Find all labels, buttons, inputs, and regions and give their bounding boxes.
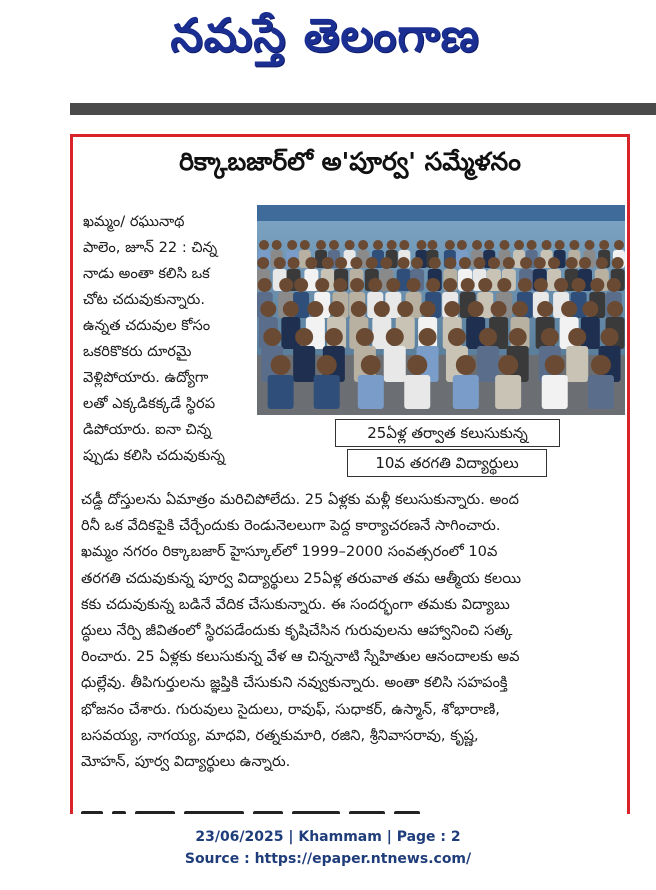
person-head [534, 278, 548, 292]
person-head [448, 328, 466, 346]
text-line: ద్ధులు నేర్పి జీవితంలో స్థిరపడేందుకు కృషిచేసిన గురువులను ఆహ్వానించి సత్క [81, 622, 513, 640]
person-head [579, 257, 591, 269]
person-head [399, 240, 409, 250]
person-head [590, 278, 604, 292]
person-head [263, 328, 281, 346]
person-head [542, 240, 552, 250]
person-head [325, 328, 343, 346]
person-head [591, 355, 611, 375]
person-head [351, 301, 367, 317]
person-head [491, 301, 507, 317]
person-head [554, 278, 568, 292]
person-head [368, 278, 382, 292]
person-head [509, 328, 527, 346]
person-head [601, 328, 619, 346]
person-head [374, 301, 390, 317]
person-head [350, 278, 364, 292]
text-line: భోజనం చేశారు. గురువులు సైదులు, రావుఫ్, సుధాకర్, ఉస్మాన్, శోభారాణి, [81, 700, 500, 718]
person-head [545, 355, 565, 375]
person-head [257, 257, 269, 269]
person-head [584, 240, 594, 250]
person-figure [495, 375, 521, 409]
person-figure [293, 346, 315, 382]
person-head [398, 257, 410, 269]
person-head [520, 257, 532, 269]
footer-source: Source : https://epaper.ntnews.com/ [184, 851, 472, 867]
person-head [478, 278, 492, 292]
person-head [350, 257, 362, 269]
person-head [386, 278, 400, 292]
person-head [459, 257, 471, 269]
article-narrow-column [83, 209, 253, 469]
person-head [335, 257, 347, 269]
person-head [361, 355, 381, 375]
person-head [259, 240, 269, 250]
text-line: రినీ ఒక వేదికపైకి చేర్చేందుకు రెండునెలలుగా పెద్ద కార్యాచరణనే సాగించారు. [81, 517, 501, 535]
text-line: కకు చదువుకున్న బడినే వేదిక చేసుకున్నారు. ఈ సందర్భంగా తమకు విద్యాబు [81, 595, 510, 613]
person-head [468, 301, 484, 317]
person-head [596, 257, 608, 269]
person-head [514, 240, 524, 250]
caption-line-2: 10వ తరగతి విద్యార్థులు [347, 449, 547, 477]
person-figure [566, 346, 588, 382]
person-head [380, 257, 392, 269]
person-head [572, 278, 586, 292]
person-head [419, 328, 437, 346]
text-line: ఉన్నత చదువుల కోసం [83, 317, 211, 334]
person-head [472, 240, 482, 250]
person-figure [453, 375, 479, 409]
person-head [345, 240, 355, 250]
person-head [456, 355, 476, 375]
text-line: ఖమ్మం/ రఘునాథ [83, 213, 185, 230]
person-head [288, 257, 300, 269]
person-head [420, 301, 436, 317]
text-line: చోట చదువుకున్నారు. [83, 291, 205, 308]
person-head [322, 257, 334, 269]
person-head [272, 240, 282, 250]
person-head [503, 257, 515, 269]
person-head [356, 328, 374, 346]
person-head [307, 301, 323, 317]
text-line: వెళ్లిపోయారు. ఉద్యోగా [83, 369, 209, 386]
person-figure [314, 375, 340, 409]
person-head [258, 278, 272, 292]
text-line: ప్పుడు కలిసి చదువుకున్న [83, 447, 225, 464]
person-head [333, 278, 347, 292]
person-head [358, 240, 368, 250]
text-line: మోహన్, పూర్వ విద్యార్థులు ఉన్నారు. [81, 753, 291, 771]
person-head [537, 301, 553, 317]
text-line: నాడు అంతా కలిసి ఒక [83, 265, 210, 282]
masthead-divider [70, 103, 656, 115]
article-body [81, 487, 626, 775]
news-article [70, 134, 630, 814]
person-head [499, 240, 509, 250]
text-line: రించారు. 25 ఏళ్లకు కలుసుకున్న వేళ ఆ చిన్ననాటి స్నేహితుల ఆనందాలకు అవ [81, 648, 520, 666]
person-head [484, 240, 494, 250]
person-head [295, 328, 313, 346]
person-head [607, 301, 623, 317]
person-head [407, 278, 421, 292]
person-head [411, 257, 423, 269]
person-head [518, 278, 532, 292]
person-head [555, 240, 565, 250]
person-head [279, 278, 293, 292]
footer-dateline: 23/06/2025 | Khammam | Page : 2 [195, 829, 461, 845]
person-head [287, 240, 297, 250]
person-head [457, 240, 467, 250]
person-head [461, 278, 475, 292]
person-head [444, 257, 456, 269]
person-head [568, 328, 586, 346]
article-headline: రిక్కాబజార్‌లో అ'పూర్వ' సమ్మేళనం [179, 147, 521, 176]
text-line: లతో ఎక్కడికక్కడే స్థిరప [83, 395, 216, 412]
text-line: బసవయ్య, నాగయ్య, మాధవి, రత్నకుమారి, రజిని, శ్రీనివాసరావు, కృష్ణ, [81, 726, 479, 744]
text-line: ధుల్లేవు. తీపిగుర్తులను జ్ఞప్తికి చేసుకుని నవ్వుకున్నారు. అంతా కలిసి సహపంక్తి [81, 674, 508, 692]
person-figure [384, 346, 406, 382]
person-figure [542, 375, 568, 409]
person-head [541, 328, 559, 346]
text-line: ఒకరికొకరు దూరమై [83, 343, 192, 360]
person-head [497, 278, 511, 292]
truncated-next-headline [81, 807, 626, 814]
text-line: పాలెం, జూన్ 22 : చిన్న [83, 239, 218, 256]
person-head [599, 240, 609, 250]
person-head [534, 257, 546, 269]
person-head [329, 240, 339, 250]
person-head [329, 301, 345, 317]
person-head [317, 355, 337, 375]
person-head [366, 257, 378, 269]
person-head [614, 240, 624, 250]
person-head [582, 301, 598, 317]
person-head [512, 301, 528, 317]
person-head [397, 301, 413, 317]
person-head [417, 240, 427, 250]
masthead-logo: నమస్తే తెలంగాణ [170, 8, 480, 62]
person-head [444, 301, 460, 317]
person-head [479, 328, 497, 346]
person-head [561, 301, 577, 317]
person-head [387, 240, 397, 250]
page-footer [0, 826, 656, 870]
person-head [271, 355, 291, 375]
person-head [498, 355, 518, 375]
person-head [426, 278, 440, 292]
person-figure [268, 375, 294, 409]
person-head [566, 257, 578, 269]
person-head [373, 240, 383, 250]
person-figure [404, 375, 430, 409]
person-head [427, 240, 437, 250]
person-head [612, 257, 624, 269]
photo-caption [335, 419, 560, 479]
person-head [386, 328, 404, 346]
person-head [316, 240, 326, 250]
person-head [300, 240, 310, 250]
text-line: డిపోయారు. ఐనా చిన్న [83, 421, 212, 438]
person-head [569, 240, 579, 250]
group-photo [257, 205, 625, 415]
person-figure [588, 375, 614, 409]
person-head [305, 257, 317, 269]
person-head [274, 257, 286, 269]
person-head [429, 257, 441, 269]
person-head [294, 278, 308, 292]
person-head [607, 278, 621, 292]
text-line: తరగతి చదువుకున్న పూర్వ విద్యార్థులు 25ఏళ్ల తరువాత తమ ఆత్మీయ కలయి [81, 569, 521, 587]
person-head [474, 257, 486, 269]
person-head [260, 301, 276, 317]
text-line: చడ్డీ దోస్తులను ఏమాత్రం మరిచిపోలేదు. 25 ఏళ్లకు మళ్లీ కలుసుకున్నారు. అంద [81, 491, 519, 508]
caption-line-1: 25ఏళ్ల తర్వాత కలుసుకున్న [335, 419, 560, 447]
person-head [283, 301, 299, 317]
person-head [315, 278, 329, 292]
person-figure [358, 375, 384, 409]
text-line: ఖమ్మం నగరం రిక్కాబజార్ హైస్కూల్‌లో 1999–2000 సంవత్సరంలో 10వ [81, 543, 498, 561]
person-head [548, 257, 560, 269]
person-head [443, 278, 457, 292]
person-head [488, 257, 500, 269]
person-head [445, 240, 455, 250]
person-head [407, 355, 427, 375]
person-head [527, 240, 537, 250]
